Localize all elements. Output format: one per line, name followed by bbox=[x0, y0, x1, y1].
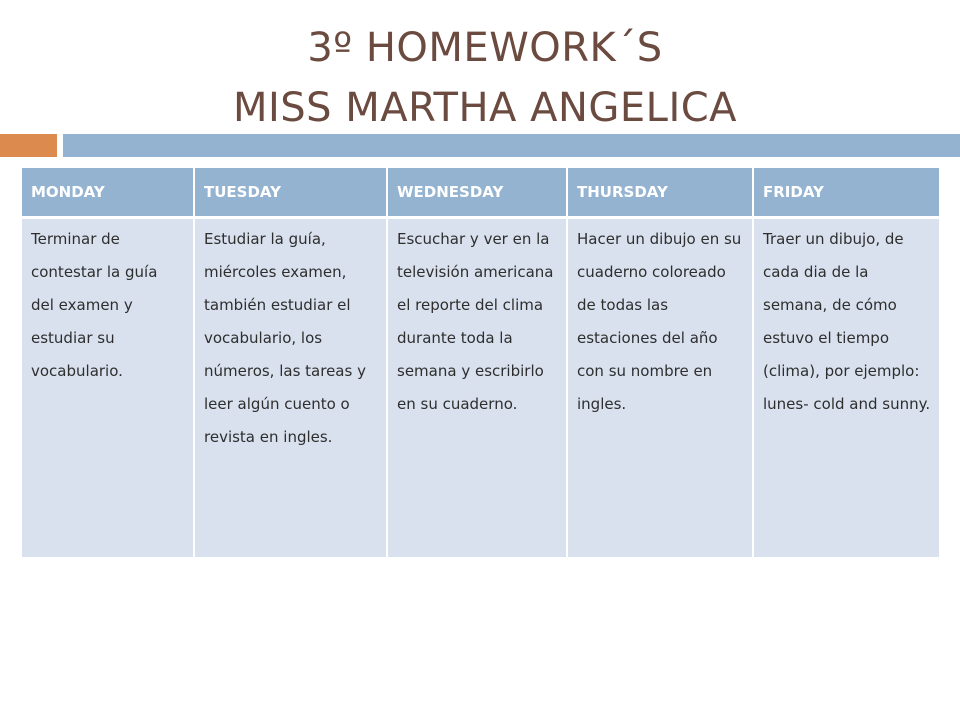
table-row bbox=[22, 218, 939, 557]
accent-bar-orange bbox=[0, 134, 57, 157]
column-header-friday: FRIDAY bbox=[753, 168, 939, 218]
cell-wednesday: Escuchar y ver en la televisión americana el reporte del clima durante toda la semana y escribirlo en su cuaderno. bbox=[387, 218, 567, 557]
column-header-tuesday: TUESDAY bbox=[194, 168, 387, 218]
column-header-wednesday: WEDNESDAY bbox=[387, 168, 567, 218]
cell-tuesday: Estudiar la guía, miércoles examen, también estudiar el vocabulario, los números, las tareas y leer algún cuento o revista en ingles. bbox=[194, 218, 387, 557]
column-header-monday: MONDAY bbox=[22, 168, 194, 218]
title-line-1: 3º HOMEWORK´S bbox=[307, 25, 663, 71]
cell-friday: Traer un dibujo, de cada dia de la semana, de cómo estuvo el tiempo (clima), por ejemplo: lunes- cold and sunny. bbox=[753, 218, 939, 557]
title-line-2: MISS MARTHA ANGELICA bbox=[232, 85, 738, 131]
slide-title bbox=[120, 18, 850, 138]
homework-table bbox=[22, 168, 939, 557]
accent-bar-blue bbox=[63, 134, 960, 157]
cell-thursday: Hacer un dibujo en su cuaderno coloreado de todas las estaciones del año con su nombre en ingles. bbox=[567, 218, 753, 557]
cell-monday: Terminar de contestar la guía del examen y estudiar su vocabulario. bbox=[22, 218, 194, 557]
column-header-thursday: THURSDAY bbox=[567, 168, 753, 218]
table-header-row bbox=[22, 168, 939, 218]
